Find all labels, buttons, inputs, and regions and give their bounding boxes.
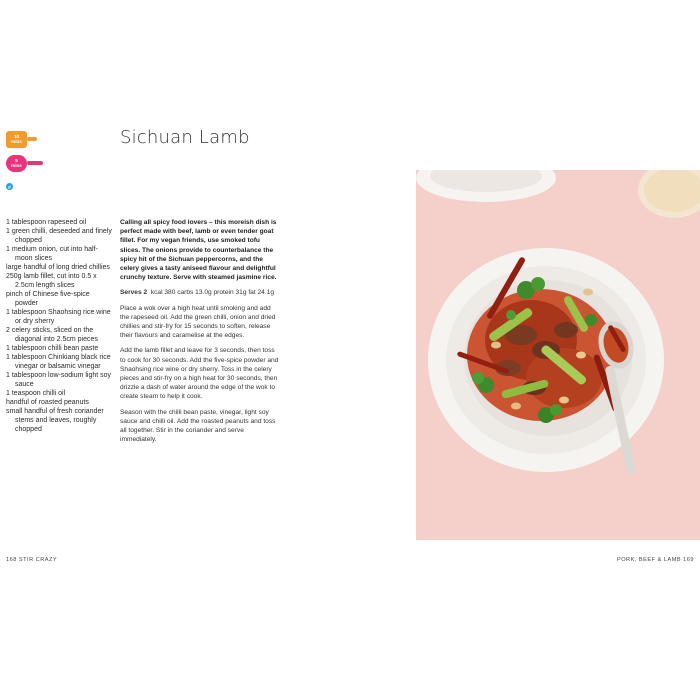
recipe-title: Sichuan Lamb	[120, 127, 250, 148]
ingredient-item: 2 celery sticks, sliced on the diagonal into 2.5cm pieces	[6, 327, 98, 343]
method-step: Place a wok over a high heat until smoking and add the rapeseed oil. Add the green chilli, onion and dried chillies and stir-fry for 15 seconds to soften, release their flavours and caramelise at the edges.	[120, 304, 276, 340]
nutrition-details: kcal 380 carbs 13.0g protein 31g fat 24.1g	[150, 289, 274, 297]
prep-time-unit: mins	[11, 139, 22, 144]
prep-time-badge	[6, 131, 27, 148]
ingredient-item: pinch of Chinese five-spice powder	[6, 291, 90, 307]
footer-right-folio: PORK, BEEF & LAMB 169	[616, 557, 694, 563]
ingredient-item: large handful of long dried chillies	[6, 264, 110, 271]
ingredient-item: 1 green chilli, deseeded and finely chopped	[6, 228, 112, 244]
cook-time-amount: 5	[15, 158, 18, 163]
prep-time-amount: 10	[13, 134, 20, 139]
ingredient-item: 250g lamb fillet, cut into 0.5 x 2.5cm length slices	[6, 273, 97, 289]
ingredient-item: 1 tablespoon low-sodium light soy sauce	[6, 372, 112, 388]
ingredients-list	[6, 218, 114, 434]
method-step: Add the lamb fillet and leave for 3 seconds, then toss to cook for 30 seconds. Add the five-spice powder and Shaohsing rice wine or dry sherry. Toss in the celery pieces and stir-fry on a high heat for 30 seconds, then drizzle a dash of water around the edge of the wok to create steam to help it cook.	[120, 347, 279, 401]
wok-handle-icon	[27, 161, 43, 165]
serves-label: Serves 2	[120, 289, 148, 297]
ingredient-item: 1 tablespoon rapeseed oil	[6, 219, 87, 226]
ingredient-item: 1 medium onion, cut into half-moon slices	[6, 246, 98, 262]
recipe-intro: Calling all spicy food lovers – this moreish dish is perfect made with beef, lamb or even tender goat fillet. For my vegan friends, use smoked tofu slices. The onions provide to counterbalance the spicy hit of the Sichuan peppercorns, and the celery gives a tasty aniseed flavour and delightful crunchy texture. Serve with steamed jasmine rice.	[120, 219, 277, 282]
ingredient-item: handful of roasted peanuts	[6, 399, 89, 406]
nutrition-info	[120, 288, 280, 297]
footer-left-folio: 168 STIR CRAZY	[6, 557, 58, 563]
dish-photo-illustration	[416, 170, 700, 540]
diet-icon: gf	[7, 184, 12, 189]
ingredient-item: small handful of fresh coriander stems and leaves, roughly chopped	[6, 408, 104, 433]
ingredient-item: 1 tablespoon Shaohsing rice wine or dry sherry	[6, 309, 111, 325]
method-step: Season with the chilli bean paste, vinegar, light soy sauce and chilli oil. Add the roasted peanuts and toss all together. Stir in the coriander and serve immediately.	[120, 408, 276, 444]
ingredient-item: 1 tablespoon chilli bean paste	[6, 345, 99, 352]
cook-time-unit: mins	[11, 163, 22, 168]
ingredient-item: 1 teaspoon chilli oil	[6, 390, 66, 397]
ingredient-item: 1 tablespoon Chinkiang black rice vinegar or balsamic vinegar	[6, 354, 111, 370]
pan-handle-icon	[27, 137, 37, 141]
cook-time-badge	[6, 155, 27, 172]
dish-photo	[416, 170, 700, 540]
method-column	[120, 218, 280, 450]
